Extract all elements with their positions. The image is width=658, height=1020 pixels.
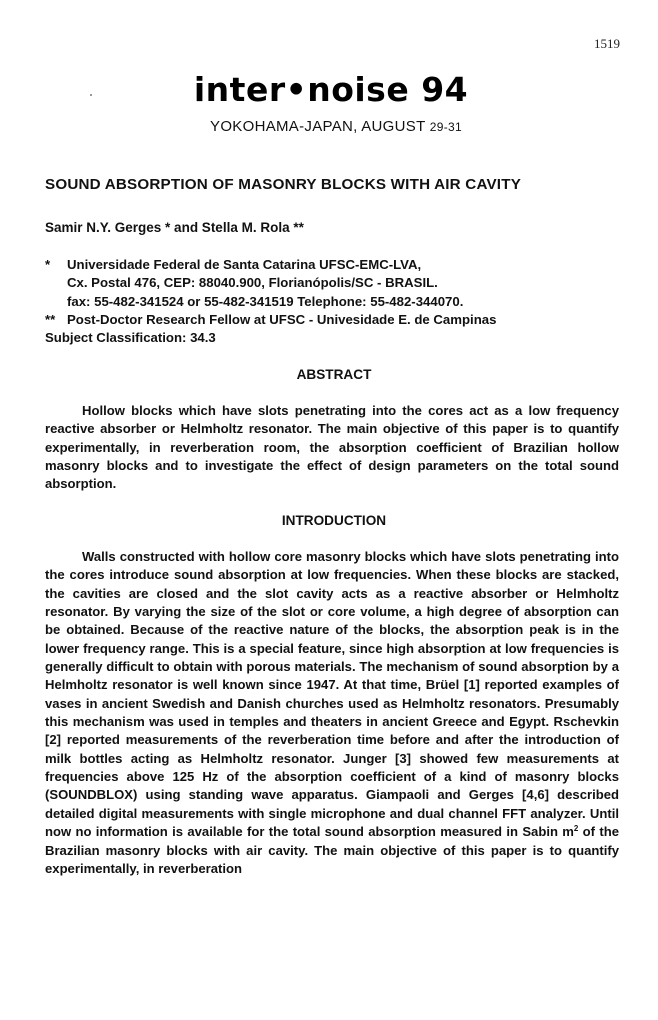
conference-location [0,118,658,135]
subject-classification: Subject Classification: 34.3 [45,330,216,346]
paper-title: SOUND ABSORPTION OF MASONRY BLOCKS WITH AIR CAVITY [45,176,522,193]
abstract-heading: ABSTRACT [296,367,372,382]
affiliation-marker: * [45,257,51,272]
conference-logo: inter•noise 94 [193,70,469,109]
superscript-2: 2 [573,824,579,834]
affiliation-marker: ** [45,311,56,327]
affiliation-line-2: Cx. Postal 476, CEP: 88040.900, Florianópolis/SC - BRASIL. [67,275,438,291]
paper-authors: Samir N.Y. Gerges * and Stella M. Rola ** [45,220,304,235]
abstract-paragraph: Hollow blocks which have slots penetrating into the cores act as a low frequency reactive absorber or Helmholtz resonator. The main objective of this paper is to quantify experimentally, in reverberation room, the absorption coefficient of Brazilian hollow masonry blocks and to investigate the effect of design parameters on the total sound absorption. [45,403,619,492]
affiliation-text: Universidade Federal de Santa Catarina UFSC-EMC-LVA, [67,257,422,272]
affiliation-text: Post-Doctor Research Fellow at UFSC - Univesidade E. de Campinas [67,311,497,327]
introduction-text-part-1: Walls constructed with hollow core masonry blocks which have slots penetrating into the cores introduce sound absorption at low frequencies. When these blocks are stacked, the cavities are closed and the slot cavity acts as a reactive absorber or Helmholtz resonator. By varying the size of the slot or core volume, a high degree of absorption can be obtained. Because of the reactive nature of the blocks, the absorption peak is in the lower frequency range. This is a special feature, since high absorption at low frequencies is generally difficult to obtain with porous materials. The mechanism of sound absorption by a Helmholtz resonator is well known since 1947. At that time, Brüel [1] reported examples of vases in ancient Swedish and Danish churches used as Helmholtz resonators. Presumably this mechanism was used in temples and theaters in ancient Greece and Egypt. Rschevkin [2] reported measurements of the reverberation time before and after the introduction of milk bottles acting as Helmholtz resonator. Junger [3] showed few measurements at frequencies above 125 Hz of the absorption coefficient of a kind of masonry blocks (SOUNDBLOX) using standing wave apparatus. Giampaoli and Gerges [4,6] described detailed digital measurements with single microphone and dual channel FFT analyzer. Until now no information is available for the total sound absorption measured in Sabin m [45,549,619,840]
abstract-body [45,402,619,494]
introduction-paragraph [45,548,619,878]
introduction-heading: INTRODUCTION [281,513,387,528]
affiliation-line-1 [45,256,496,274]
conference-city-month: YOKOHAMA-JAPAN, AUGUST [210,118,430,135]
page-number: 1519 [594,36,620,51]
introduction-text-part-2: of the Brazilian masonry blocks with air cavity. The main objective of this paper is to quantify experimentally, in reverberation [45,824,619,876]
conference-dates: 29-31 [429,120,462,134]
affiliation-line-3: fax: 55-482-341524 or 55-482-341519 Telephone: 55-482-344070. [67,293,464,309]
affiliations-block [45,256,496,347]
introduction-body [45,548,619,878]
affiliation-line-4 [45,311,496,329]
